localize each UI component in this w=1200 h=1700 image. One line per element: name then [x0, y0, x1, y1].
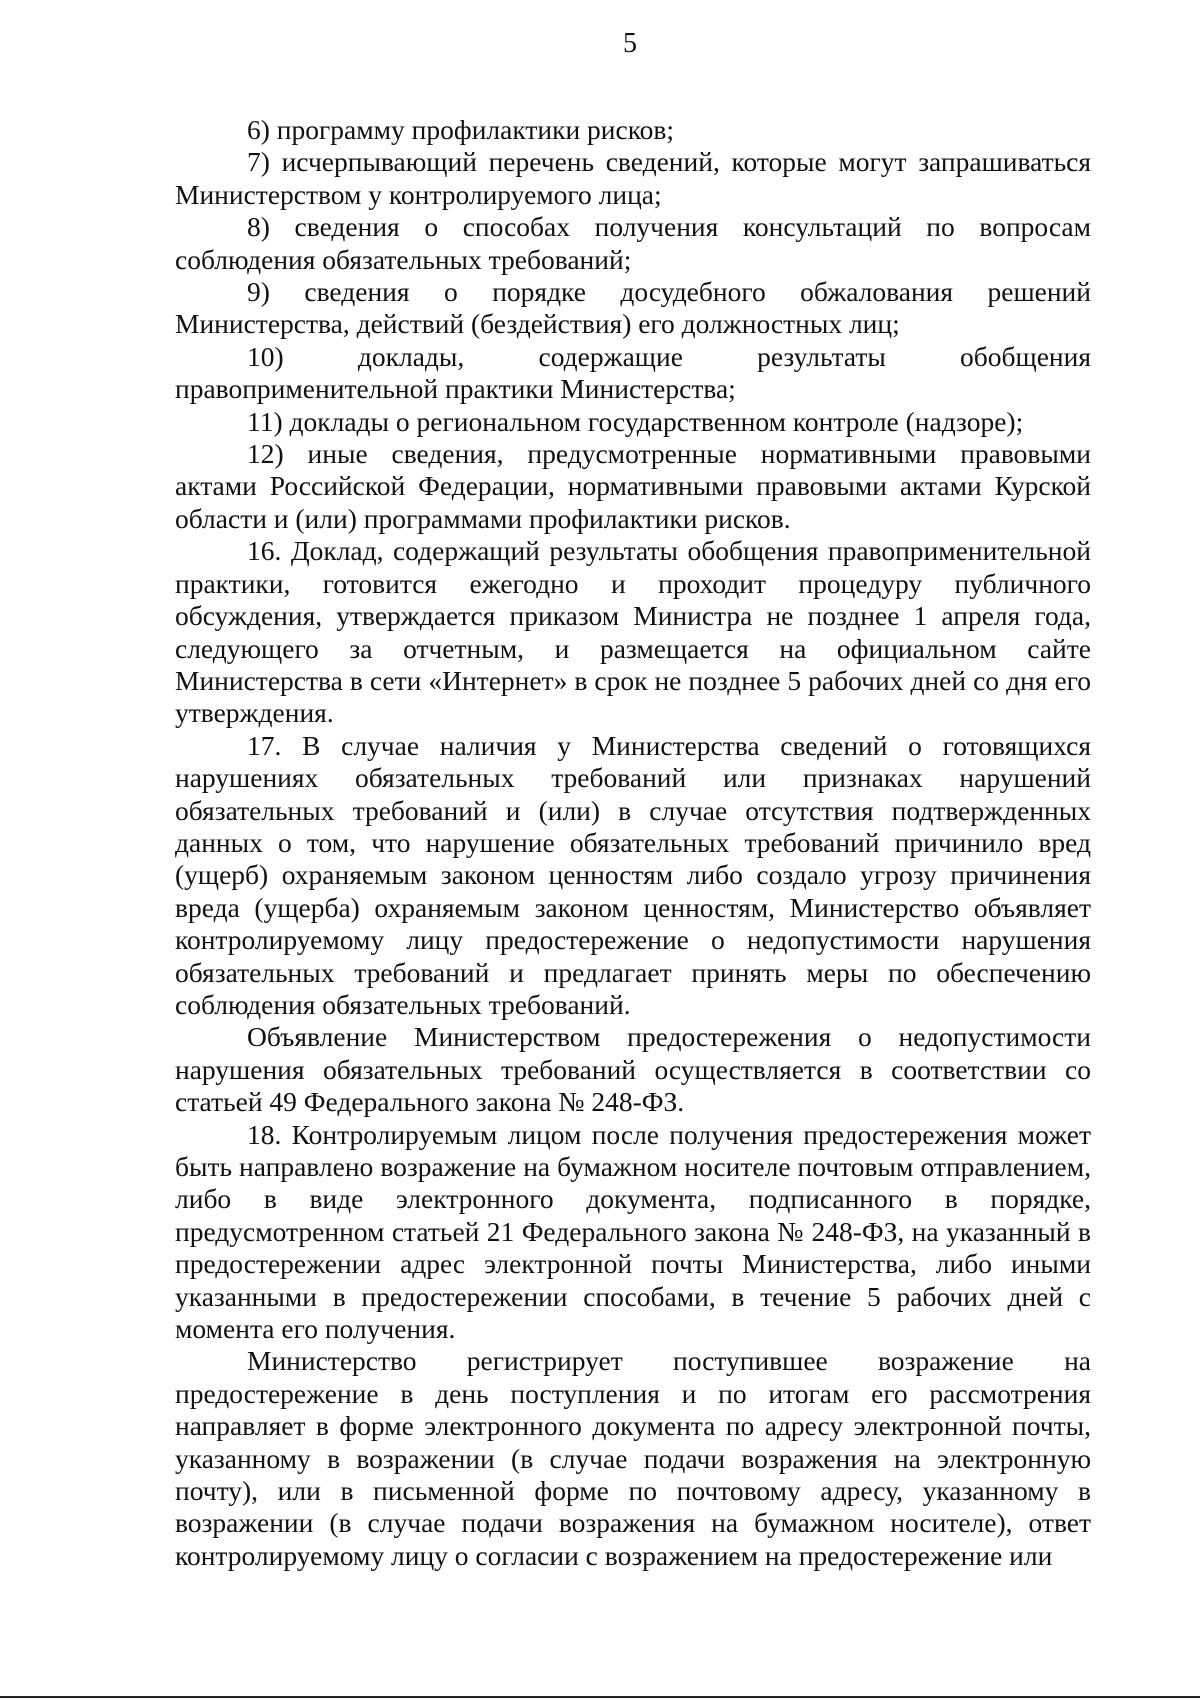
list-item-9: 9) сведения о порядке досудебного обжалования решений Министерства, действий (бездействия) его должностных лиц;	[175, 276, 1091, 340]
document-body	[175, 114, 1091, 1572]
list-item-12: 12) иные сведения, предусмотренные нормативными правовыми актами Российской Федерации, нормативными правовыми актами Курской области и (или) программами профилактики рисков.	[175, 438, 1091, 534]
paragraph-18: 18. Контролируемым лицом после получения предостережения может быть направлено возражение на бумажном носителе почтовым отправлением, либо в виде электронного документа, подписанного в порядке, предусмотренном статьей 21 Федерального закона № 248-ФЗ, на указанный в предостережении адрес электронной почты Министерства, либо иными указанными в предостережении способами, в течение 5 рабочих дней с момента его получения.	[175, 1118, 1091, 1345]
list-item-10: 10) доклады, содержащие результаты обобщения правоприменительной практики Министерства;	[175, 340, 1091, 405]
paragraph-17-warning-announcement: Объявление Министерством предостережения о недопустимости нарушения обязательных требований осуществляется в соответствии со статьей 49 Федерального закона № 248-ФЗ.	[175, 1021, 1091, 1118]
page-number: 5	[623, 28, 637, 59]
list-item-6: 6) программу профилактики рисков;	[247, 114, 675, 145]
paragraph-16: 16. Доклад, содержащий результаты обобщения правоприменительной практики, готовится ежегодно и проходит процедуру публичного обсуждения, утверждается приказом Министра не позднее 1 апреля года, следующего за отчетным, и размещается на официальном сайте Министерства в сети «Интернет» в срок не позднее 5 рабочих дней со дня его утверждения.	[175, 535, 1091, 729]
paragraph-18-objection-processing: Министерство регистрирует поступившее возражение на предостережение в день поступления и по итогам его рассмотрения направляет в форме электронного документа по адресу электронной почты, указанному в возражении (в случае подачи возражения на электронную почту), или в письменной форме по почтовому адресу, указанному в возражении (в случае подачи возражения на бумажном носителе), ответ контролируемому лицу о согласии с возражением на предостережение или	[175, 1345, 1091, 1571]
list-item-8: 8) сведения о способах получения консультаций по вопросам соблюдения обязательных требований;	[175, 211, 1091, 275]
paragraph-17: 17. В случае наличия у Министерства сведений о готовящихся нарушениях обязательных требований или признаках нарушений обязательных требований и (или) в случае отсутствия подтвержденных данных о том, что нарушение обязательных требований причинило вред (ущерб) охраняемым законом ценностям либо создало угрозу причинения вреда (ущерба) охраняемым законом ценностям, Министерство объявляет контролируемому лицу предостережение о недопустимости нарушения обязательных требований и предлагает принять меры по обеспечению соблюдения обязательных требований.	[175, 729, 1091, 1020]
page-bottom-edge	[0, 1696, 1200, 1698]
list-item-11: 11) доклады о региональном государственном контроле (надзоре);	[247, 405, 1024, 437]
list-item-7: 7) исчерпывающий перечень сведений, которые могут запрашиваться Министерством у контролируемого лица;	[175, 146, 1091, 210]
